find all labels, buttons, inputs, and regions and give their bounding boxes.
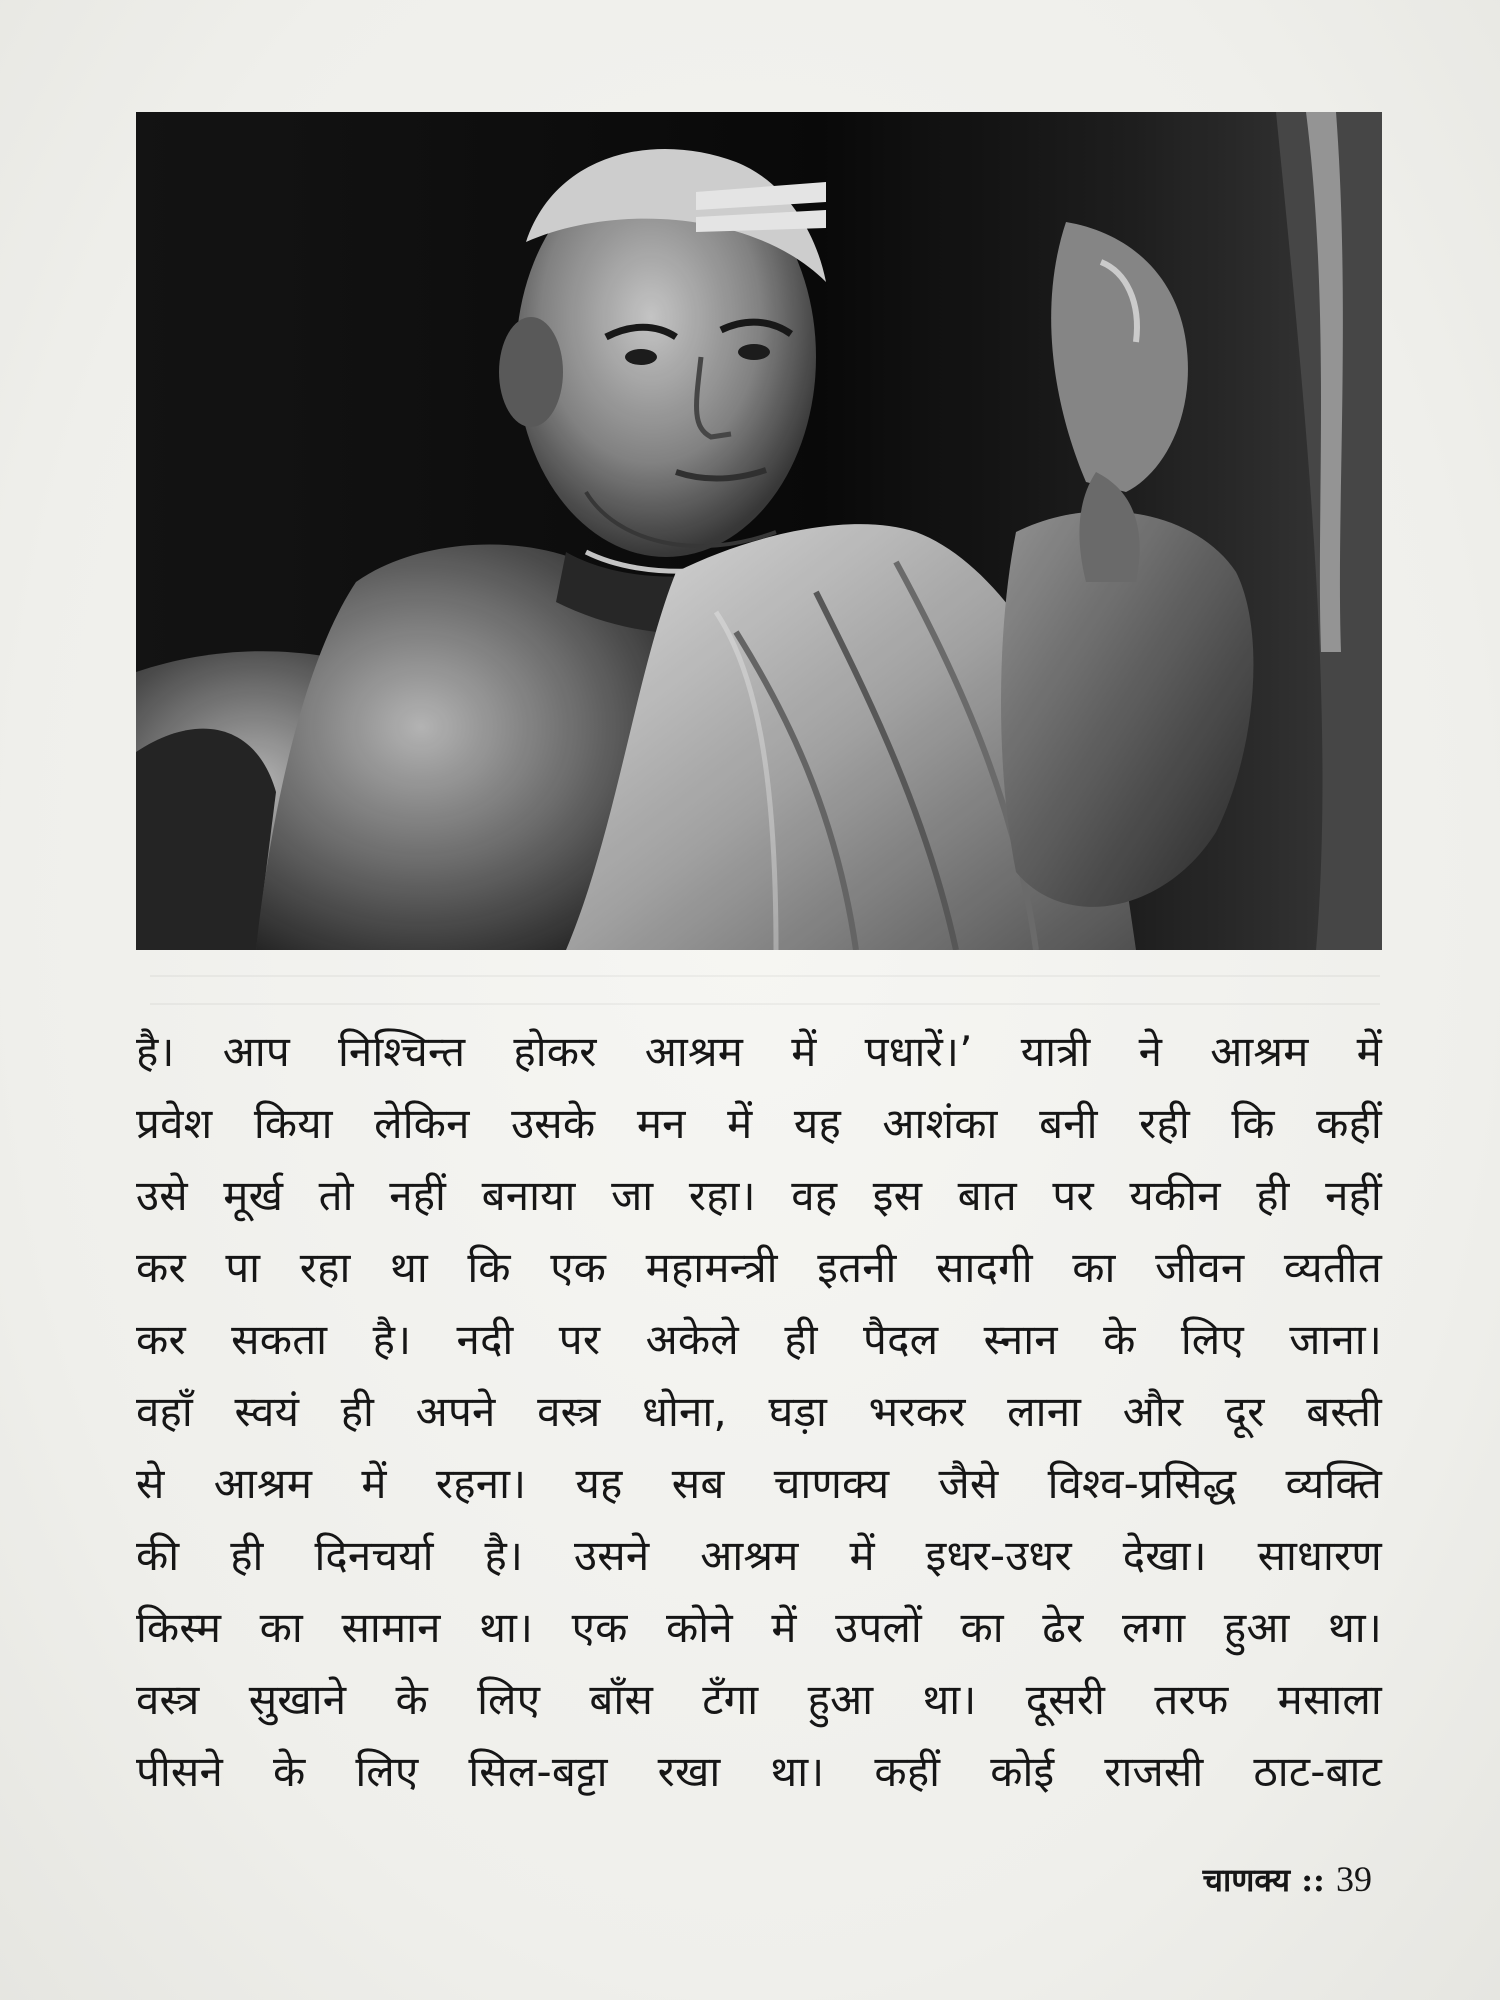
body-paragraph	[136, 1016, 1382, 1808]
portrait-photo	[136, 112, 1382, 950]
text-line: वस्त्र सुखाने के लिए बाँस टँगा हुआ था। दूसरी तरफ मसाला	[136, 1675, 1382, 1724]
text-line: कर सकता है। नदी पर अकेले ही पैदल स्नान के लिए जाना।	[136, 1315, 1382, 1364]
text-line: प्रवेश किया लेकिन उसके मन में यह आशंका बनी रही कि कहीं	[136, 1099, 1382, 1148]
text-line: से आश्रम में रहना। यह सब चाणक्य जैसे विश्व-प्रसिद्ध व्यक्ति	[136, 1459, 1382, 1508]
text-line: वहाँ स्वयं ही अपने वस्त्र धोना, घड़ा भरकर लाना और दूर बस्ती	[136, 1387, 1382, 1436]
text-line: किस्म का सामान था। एक कोने में उपलों का ढेर लगा हुआ था।	[136, 1603, 1382, 1652]
text-line: है। आप निश्चिन्त होकर आश्रम में पधारें।’ यात्री ने आश्रम में	[136, 1027, 1382, 1076]
text-line: पीसने के लिए सिल-बट्टा रखा था। कहीं कोई राजसी ठाट-बाट	[136, 1747, 1382, 1796]
bleed-through-line	[150, 1003, 1380, 1005]
text-line: कर पा रहा था कि एक महामन्त्री इतनी सादगी का जीवन व्यतीत	[136, 1243, 1382, 1292]
page-number: 39	[1336, 1859, 1372, 1899]
bleed-through-line	[150, 975, 1380, 977]
page-footer	[1203, 1858, 1372, 1901]
footer-separator: ::	[1301, 1861, 1325, 1899]
text-line: की ही दिनचर्या है। उसने आश्रम में इधर-उधर देखा। साधारण	[136, 1531, 1382, 1580]
portrait-image	[136, 112, 1382, 950]
running-title: चाणक्य	[1202, 1861, 1291, 1899]
text-line: उसे मूर्ख तो नहीं बनाया जा रहा। वह इस बात पर यकीन ही नहीं	[136, 1171, 1382, 1220]
